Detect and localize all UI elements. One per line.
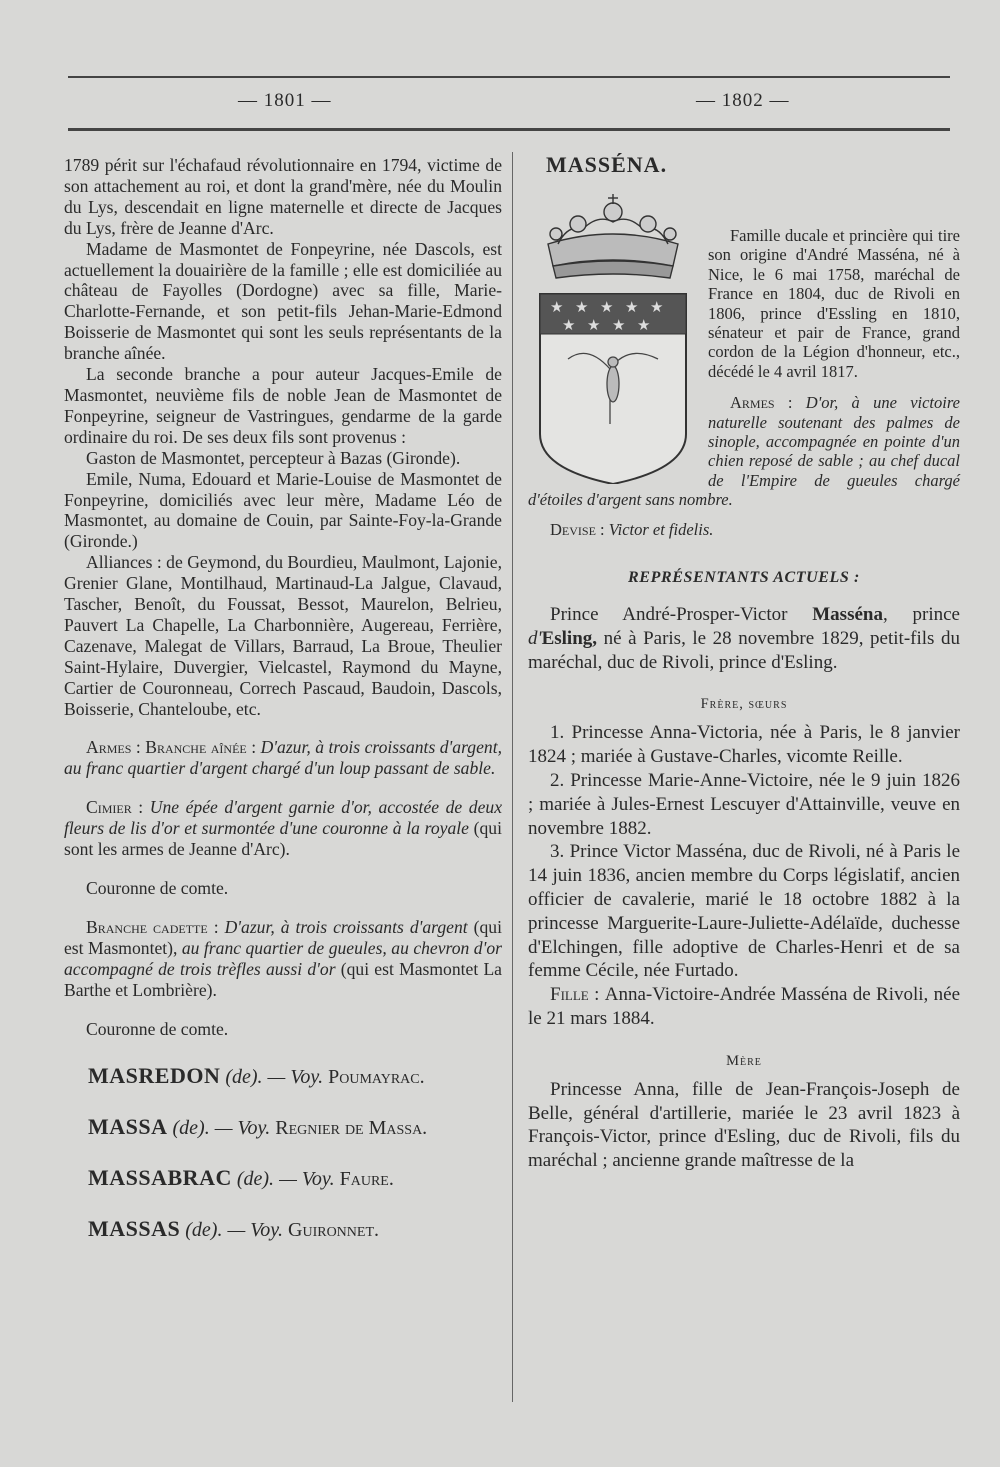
svg-text:★: ★ (587, 316, 601, 334)
couronne-line: Couronne de comte. (86, 878, 229, 898)
svg-text:★: ★ (637, 316, 651, 334)
cadette-tail: (qui est Masmontet La Barthe et Lombrière). (64, 958, 502, 1000)
armes-text: D'or, à une victoire naturelle soutenant des palmes de sinople, accompagnée en pointe d'un chien reposé de sable ; au chef ducal de l'Empire de gueules chargé d'étoiles d'argent sans nombre. (528, 393, 960, 510)
entry-voy: — Voy. (227, 1219, 284, 1242)
armes-text: D'azur, à trois croissants d'argent, au franc quartier d'argent chargé d'un loup passant de sable. (64, 737, 502, 779)
cadette-text: D'azur, à trois croissants d'argent (224, 916, 468, 937)
svg-text:★: ★ (575, 298, 589, 316)
entry-ref: Regnier de Massa. (275, 1117, 428, 1140)
paragraph: Gaston de Masmontet, percepteur à Bazas (Gironde). (86, 447, 461, 468)
column-divider (512, 152, 513, 1402)
devise-label: Devise : (550, 519, 609, 539)
entry-name: MASREDON (88, 1063, 221, 1089)
paragraph: La seconde branche a pour auteur Jacques-Emile de Masmontet, neuvième fils de noble Jean de Masmontet de Fonpeyrine, seigneur de Vastringues, gendarme de la garde ordinaire du roi. De ses deux fils sont provenus : (64, 364, 502, 447)
sibling-3: 3. Prince Victor Masséna, duc de Rivoli, né à Paris le 14 juin 1836, ancien membre du Corps législatif, ancien officier de cavalerie, marié le 18 octobre 1882 à la princesse Marguerite-Laure-Juliette-Adélaïde, duchesse d'Elchingen, fille adoptive de Charles-Henri et de sa femme Cécile, née Furtado. (528, 841, 960, 982)
representants-heading: REPRÉSENTANTS ACTUELS : (628, 569, 860, 587)
mere-heading: Mère (726, 1052, 762, 1069)
coat-of-arms-icon (528, 184, 698, 484)
devise-paragraph (528, 520, 960, 539)
entry-particle: (de). (236, 1168, 275, 1191)
armes-paragraph (64, 737, 502, 779)
fille-text: Anna-Victoire-Andrée Masséna de Rivoli, née le 21 mars 1884. (528, 984, 961, 1030)
cimier-text: Une épée d'argent garnie d'or, accostée de deux fleurs de lis d'or et surmontée d'une couronne à la royale (64, 797, 503, 839)
top-rule (68, 76, 950, 78)
page-number-left: — 1801 — (238, 90, 332, 111)
prince-title: Esling, (541, 627, 598, 649)
prince-text: Prince André-Prosper-Victor (550, 604, 813, 626)
entry-name: MASSABRAC (88, 1165, 232, 1191)
paragraph: 1789 périt sur l'échafaud révolutionnaire en 1794, victime de son attachement au roi, et dont la grand'mère, née du Moulin du Lys, descendait en ligne maternelle et directe de Jacques du Lys, frère de Jeanne d'Arc. (64, 155, 502, 238)
svg-text:★: ★ (550, 298, 564, 316)
entry-voy: — Voy. (267, 1066, 324, 1089)
cimier-label: Cimier : (86, 797, 150, 818)
fille-paragraph (528, 983, 960, 1031)
entry-name: MASSAS (88, 1216, 181, 1242)
svg-text:★: ★ (650, 298, 664, 316)
right-column (528, 152, 960, 1173)
armes-label: Armes : Branche aînée : (86, 737, 261, 758)
entry-particle: (de). (225, 1066, 263, 1089)
branche-cadette-paragraph (64, 917, 502, 1001)
svg-text:★: ★ (612, 316, 626, 334)
entry-voy: — Voy. (214, 1117, 271, 1140)
svg-text:★: ★ (600, 298, 614, 316)
prince-text: , prince (882, 604, 960, 626)
armes-label: Armes : (730, 393, 806, 413)
cadette-text: au franc quartier de gueules, au chevron d'or accompagné de trois trèfles aussi d'or (64, 937, 502, 979)
mere-paragraph: Princesse Anna, fille de Jean-François-Joseph de Belle, général d'artillerie, mariée le 23 avril 1823 à François-Victor, prince d'Esling, duc de Rivoli, fils du maréchal ; ancienne grande maîtresse de la (528, 1078, 960, 1172)
paragraph: Madame de Masmontet de Fonpeyrine, née Dascols, est actuellement la douairière de la famille ; elle est domiciliée au château de Fayolles (Dordogne) avec sa fille, Marie-Charlotte-Fernande, et son petit-fils Jehan-Marie-Edmond Boisserie de Masmontet qui sont les seuls représentants de la branche aînée. (64, 238, 502, 364)
entry-voy: — Voy. (279, 1168, 335, 1191)
entry-name: MASSA (88, 1114, 168, 1140)
cimier-paragraph (64, 797, 502, 860)
entry-ref: Poumayrac. (328, 1066, 425, 1089)
paragraph: Emile, Numa, Edouard et Marie-Louise de Masmontet de Fonpeyrine, domiciliés avec leur mère, Madame Léo de Masmontet, au domaine de Couin, par Sainte-Foy-la-Grande (Gironde.) (64, 468, 502, 552)
entry-ref: Faure. (339, 1168, 394, 1191)
cadette-label: Branche cadette : (86, 916, 225, 937)
prince-name: Masséna (812, 604, 883, 626)
fille-label: Fille : (550, 984, 605, 1006)
prince-paragraph (528, 603, 960, 674)
entry-title: MASSÉNA. (546, 152, 668, 177)
entry-massabrac (88, 1165, 502, 1192)
prince-text: né à Paris, le 28 novembre 1829, petit-fils du maréchal, duc de Rivoli, prince d'Esling. (528, 627, 960, 673)
prince-particle: d' (528, 627, 542, 649)
family-intro: Famille ducale et princière qui tire son origine d'André Masséna, né à Nice, le 6 mai 1758, maréchal de France en 1804, duc de Rivoli en 1806, prince d'Essling en 1810, sénateur et pair de France, grand cordon de la Légion d'honneur, etc., décédé le 4 avril 1817. (708, 226, 960, 381)
entry-particle: (de). (185, 1219, 223, 1242)
entry-particle: (de). (172, 1117, 210, 1140)
couronne-line: Couronne de comte. (86, 1018, 229, 1039)
entry-massas (88, 1216, 502, 1243)
svg-text:★: ★ (562, 316, 576, 334)
coat-of-arms-illustration (528, 184, 698, 484)
cimier-tail: (qui sont les armes de Jeanne d'Arc). (64, 818, 502, 860)
entry-massa (64, 1114, 502, 1141)
entry-masredon (88, 1063, 502, 1090)
page-number-right: — 1802 — (696, 90, 790, 111)
svg-text:★: ★ (625, 298, 639, 316)
left-column (64, 155, 502, 1243)
sibling-1: 1. Princesse Anna-Victoria, née à Paris, le 8 janvier 1824 ; mariée à Gustave-Charles, vicomte Reille. (528, 722, 960, 768)
sibling-2: 2. Princesse Marie-Anne-Victoire, née le 9 juin 1826 ; mariée à Jules-Ernest Lescuyer d'Attainville, veuve en novembre 1882. (528, 770, 960, 839)
alliances-paragraph: Alliances : de Geymond, du Bourdieu, Maulmont, Lajonie, Grenier Glane, Montilhaud, Martinaud-La Jalgue, Clavaud, Tascher, Benoît, du Foussat, Bessot, Maurelon, Belrieu, Pauvert La Chapelle, La Charbonnière, Augereau, Ferrière, Cazenave, Malegat de Villars, Barraud, La Broue, Theulier Saint-Hylaire, Duvergier, Vielcastel, Raymond du Mayne, Cartier de Couronneau, Correch Pascaud, Baudoin, Dascols, Boisserie, Chanteloube, etc. (64, 552, 502, 719)
header-rule (68, 128, 950, 131)
cadette-mid: (qui est Masmontet), (64, 916, 502, 958)
freres-soeurs-heading: Frère, sœurs (700, 696, 788, 713)
entry-ref: Guironnet. (288, 1219, 380, 1242)
devise-text: Victor et fidelis. (608, 519, 714, 539)
